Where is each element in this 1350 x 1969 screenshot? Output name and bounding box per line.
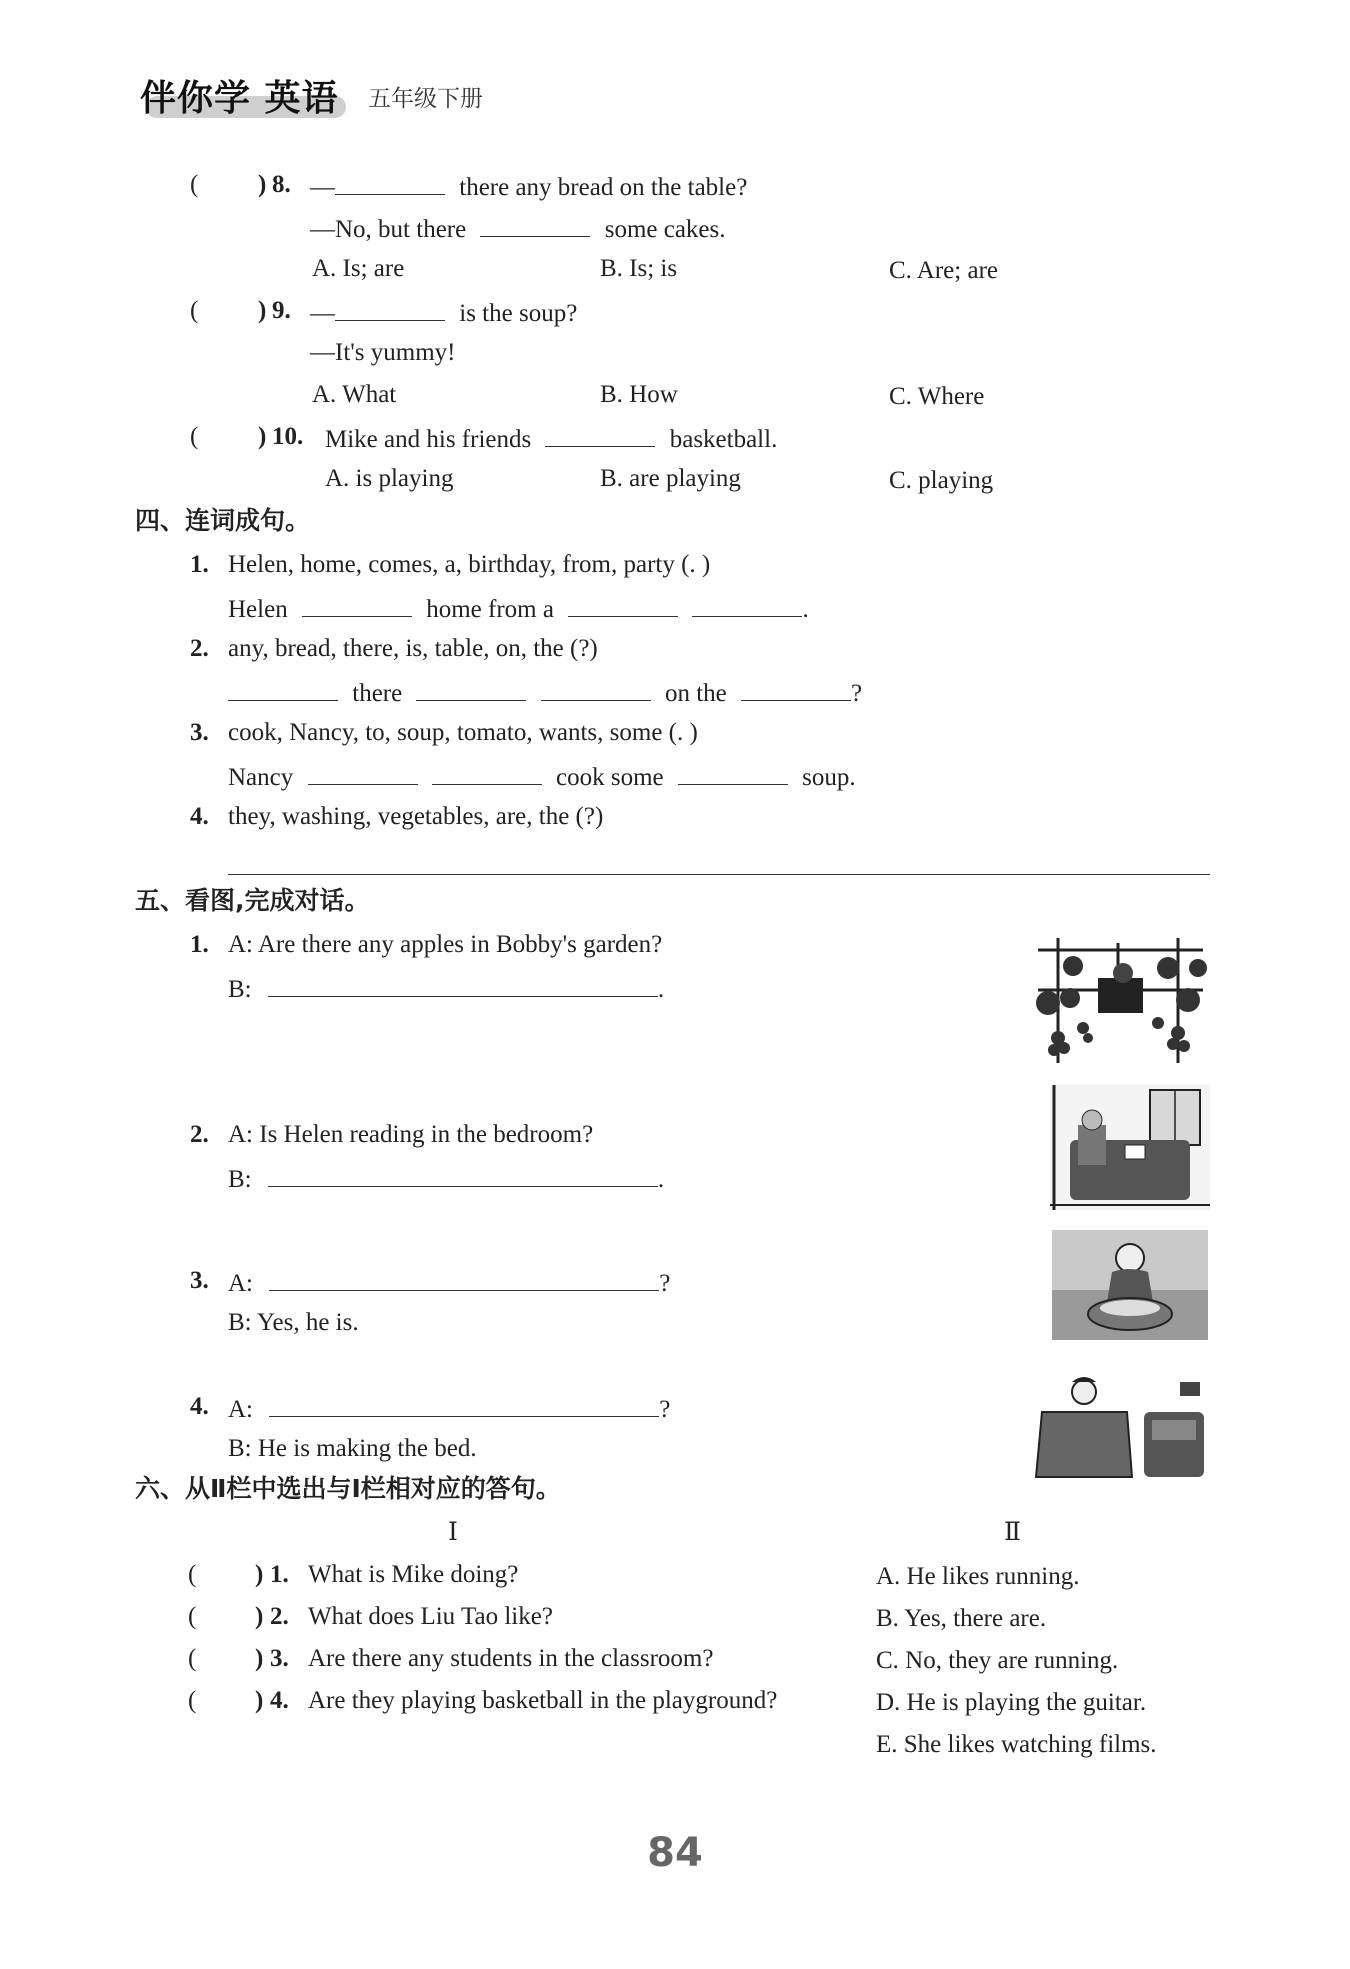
q9-option-a: A. What — [312, 381, 397, 408]
s4-item2-blank-1[interactable] — [228, 676, 338, 701]
s4-item1-number: 1. — [190, 551, 209, 578]
s4-item1-blank-1[interactable] — [302, 592, 412, 617]
q9-line2: —It's yummy! — [310, 339, 456, 366]
s4-item2-answer — [228, 676, 862, 709]
s5-item1-label-b: B: — [228, 976, 252, 1003]
s6-q4-paren-close: ) — [255, 1687, 264, 1714]
s4-item3-ans-b: cook some — [556, 764, 664, 791]
section5-title: 五、看图,完成对话。 — [135, 886, 370, 915]
s5-item4-end: ? — [659, 1396, 671, 1423]
s6-q3-paren-open: ( — [188, 1645, 197, 1672]
s4-item2-words: any, bread, there, is, table, on, the (?) — [228, 635, 598, 662]
s4-item1-ans-a: Helen — [228, 596, 288, 623]
s5-item4-question — [228, 1392, 670, 1425]
q9-paren-close: ) — [258, 297, 267, 324]
s4-item4-words: they, washing, vegetables, are, the (?) — [228, 803, 604, 830]
q9-line1-text: is the soup? — [459, 300, 578, 327]
s6-answer-c: C. No, they are running. — [876, 1647, 1119, 1674]
q8-line2-post: some cakes. — [604, 216, 726, 243]
q10-number: 10. — [272, 423, 304, 450]
s5-item4-number: 4. — [190, 1393, 209, 1420]
s5-item3-answer: B: Yes, he is. — [228, 1309, 359, 1336]
s4-item1-answer — [228, 592, 809, 625]
s5-item1-question: A: Are there any apples in Bobby's garden? — [228, 931, 663, 958]
s6-q1-paren-open: ( — [188, 1561, 197, 1588]
s4-item1-ans-b: home from a — [426, 596, 554, 623]
page-number: 84 — [647, 1830, 703, 1876]
garden-grapes-illustration — [1028, 928, 1210, 1070]
s4-item3-words: cook, Nancy, to, soup, tomato, wants, some (. ) — [228, 719, 698, 746]
s5-item2-answer — [228, 1162, 664, 1195]
s5-item2-number: 2. — [190, 1121, 209, 1148]
s6-q3-number: 3. — [270, 1645, 289, 1672]
s5-item2-label-b: B: — [228, 1166, 252, 1193]
s6-answer-e: E. She likes watching films. — [876, 1731, 1157, 1758]
s4-item3-ans-c: soup. — [802, 764, 856, 791]
s4-item2-blank-4[interactable] — [741, 676, 851, 701]
s6-answer-a: A. He likes running. — [876, 1563, 1080, 1590]
q8-option-c: C. Are; are — [889, 257, 998, 284]
making-bed-illustration — [1032, 1372, 1210, 1484]
s5-item3-question — [228, 1266, 670, 1299]
s4-item4-answer-line[interactable] — [228, 848, 1210, 875]
s6-q2-number: 2. — [270, 1603, 289, 1630]
s4-item2-end: ? — [851, 680, 863, 707]
s4-item3-answer — [228, 760, 856, 793]
q8-paren-open: ( — [190, 171, 199, 198]
s6-q1-number: 1. — [270, 1561, 289, 1588]
q9-blank-1[interactable] — [335, 296, 445, 321]
q8-paren-close: ) — [258, 171, 267, 198]
section6-title: 六、从Ⅱ栏中选出与Ⅰ栏相对应的答句。 — [135, 1474, 561, 1503]
s4-item4-number: 4. — [190, 803, 209, 830]
s5-item1-number: 1. — [190, 931, 209, 958]
q8-option-b: B. Is; is — [600, 255, 678, 282]
q10-line1-pre: Mike and his friends — [325, 426, 532, 453]
s5-item1-end: . — [657, 976, 665, 1003]
s5-item4-label-a: A: — [228, 1396, 253, 1423]
section4-title: 四、连词成句。 — [135, 506, 311, 535]
book-brand: 伴你学 英语 — [140, 78, 339, 119]
s6-q3-paren-close: ) — [255, 1645, 264, 1672]
q9-option-b: B. How — [600, 381, 678, 408]
s5-item4-answer: B: He is making the bed. — [228, 1435, 477, 1462]
s6-q1-text: What is Mike doing? — [308, 1561, 519, 1588]
s4-item1-blank-2[interactable] — [568, 592, 678, 617]
s6-q4-paren-open: ( — [188, 1687, 197, 1714]
s4-item2-blank-3[interactable] — [541, 676, 651, 701]
q8-number: 8. — [272, 171, 291, 198]
s4-item3-number: 3. — [190, 719, 209, 746]
s4-item1-blank-3[interactable] — [692, 592, 802, 617]
s5-item3-label-a: A: — [228, 1270, 253, 1297]
s4-item2-ans-b: on the — [664, 680, 727, 707]
s5-item2-blank[interactable] — [268, 1162, 658, 1187]
s4-item1-words: Helen, home, comes, a, birthday, from, party (. ) — [228, 551, 711, 578]
q8-line2 — [310, 212, 726, 245]
q8-line1-text: there any bread on the table? — [459, 174, 748, 201]
q10-option-c: C. playing — [889, 467, 994, 494]
q9-option-c: C. Where — [889, 383, 985, 410]
s4-item3-blank-2[interactable] — [432, 760, 542, 785]
s4-item2-ans-a: there — [352, 680, 403, 707]
q9-number: 9. — [272, 297, 291, 324]
q8-line1 — [310, 170, 747, 203]
q10-blank[interactable] — [545, 422, 655, 447]
s5-item3-number: 3. — [190, 1267, 209, 1294]
s5-item1-blank[interactable] — [268, 972, 658, 997]
q8-dash: — — [310, 174, 335, 201]
q10-line1 — [325, 422, 777, 455]
s6-q4-text: Are they playing basketball in the playground? — [308, 1687, 778, 1714]
s5-item3-end: ? — [659, 1270, 671, 1297]
q9-dash: — — [310, 300, 335, 327]
s6-q3-text: Are there any students in the classroom? — [308, 1645, 714, 1672]
s5-item1-answer — [228, 972, 664, 1005]
q8-blank-2[interactable] — [480, 212, 590, 237]
s6-q1-paren-close: ) — [255, 1561, 264, 1588]
column-1-heading: Ⅰ — [448, 1519, 458, 1546]
s6-answer-d: D. He is playing the guitar. — [876, 1689, 1147, 1716]
q8-line2-pre: —No, but there — [310, 216, 467, 243]
s4-item2-number: 2. — [190, 635, 209, 662]
column-2-heading: Ⅱ — [1004, 1519, 1021, 1546]
s6-q2-paren-open: ( — [188, 1603, 197, 1630]
s6-q4-number: 4. — [270, 1687, 289, 1714]
q10-line1-post: basketball. — [669, 426, 778, 453]
bedroom-reading-illustration — [1050, 1085, 1210, 1210]
s6-answer-b: B. Yes, there are. — [876, 1605, 1047, 1632]
q8-option-a: A. Is; are — [312, 255, 405, 282]
s5-item3-blank[interactable] — [269, 1266, 659, 1291]
book-subtitle: 五年级下册 — [368, 86, 483, 112]
s4-item1-end: . — [802, 596, 809, 623]
s5-item2-end: . — [657, 1166, 665, 1193]
q9-line1 — [310, 296, 577, 329]
q10-option-b: B. are playing — [600, 465, 741, 492]
s6-q2-text: What does Liu Tao like? — [308, 1603, 553, 1630]
s5-item2-question: A: Is Helen reading in the bedroom? — [228, 1121, 594, 1148]
s4-item3-blank-1[interactable] — [308, 760, 418, 785]
s4-item3-blank-3[interactable] — [678, 760, 788, 785]
q10-option-a: A. is playing — [325, 465, 454, 492]
q10-paren-open: ( — [190, 423, 199, 450]
washing-illustration — [1052, 1230, 1208, 1340]
s4-item2-blank-2[interactable] — [416, 676, 526, 701]
s4-item3-ans-a: Nancy — [228, 764, 294, 791]
q8-blank-1[interactable] — [335, 170, 445, 195]
s6-q2-paren-close: ) — [255, 1603, 264, 1630]
q10-paren-close: ) — [258, 423, 267, 450]
q9-paren-open: ( — [190, 297, 199, 324]
s5-item4-blank[interactable] — [269, 1392, 659, 1417]
